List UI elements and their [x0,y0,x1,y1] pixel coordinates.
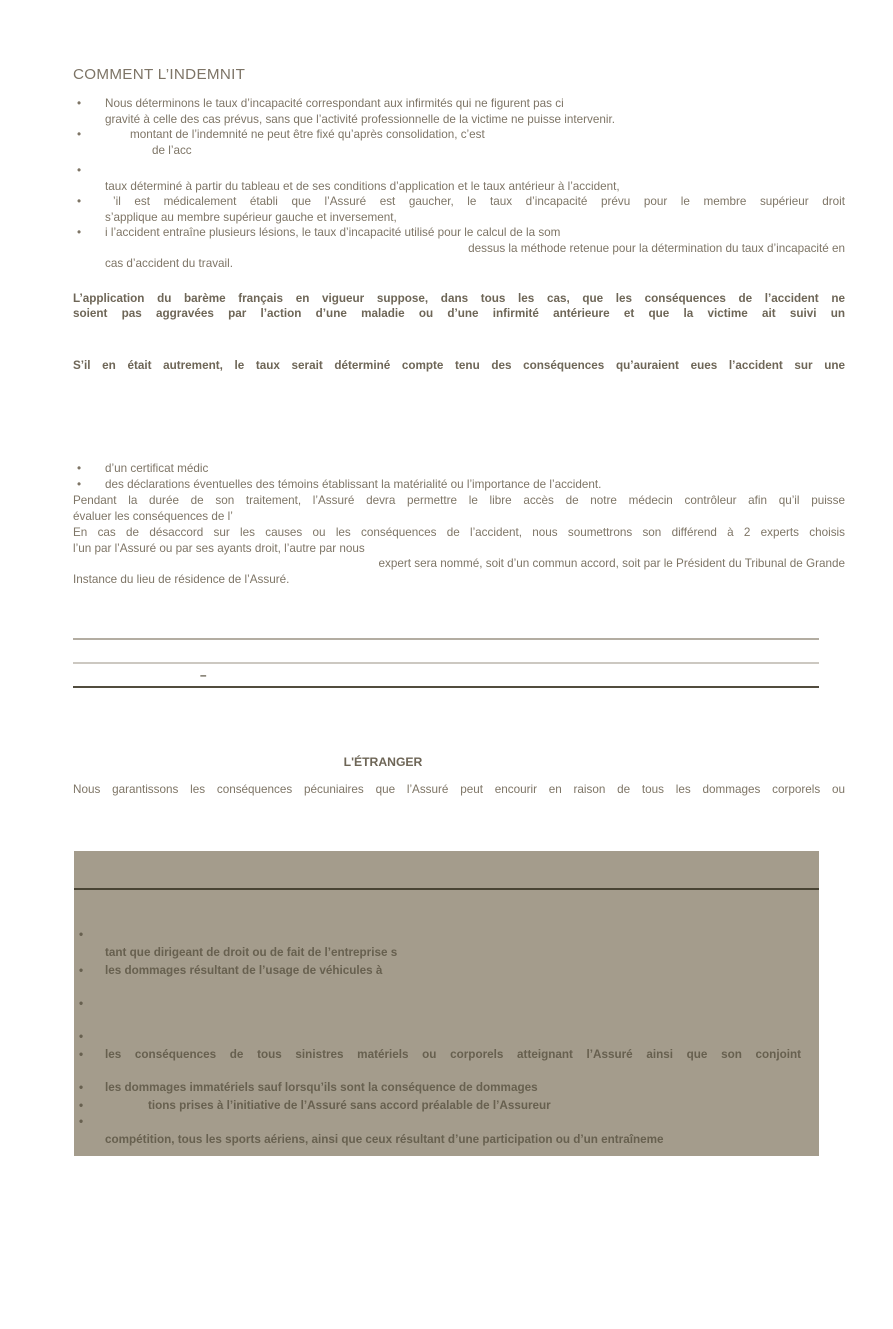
bullet-icon: • [79,1115,84,1128]
text-line: S’il en était autrement, le taux serait déterminé compte tenu des conséquences qu’auraient eues l’accident sur une [73,358,845,372]
bullet-icon: • [77,226,82,239]
text-line: Pendant la durée de son traitement, l’Assuré devra permettre le libre accès de notre médecin contrôleur afin qu’il puisse [73,494,845,507]
text-line: L’application du barème français en vigueur suppose, dans tous les cas, que les conséquences de l’accident ne [73,291,845,305]
documents-bullet-list [73,461,845,492]
text-line: l’un par l’Assuré ou par ses ayants droit, l’autre par nous [73,541,365,555]
dash-mark: – [200,669,207,682]
text-line: des déclarations éventuelles des témoins établissant la matérialité ou l’importance de l’accident. [105,477,602,491]
list-item [74,1029,819,1045]
exclusions-list [74,890,819,1148]
text-line: montant de l’indemnité ne peut être fixé qu’après consolidation, c’est [130,128,485,141]
text-line: les conséquences de tous sinistres matériels ou corporels atteignant l’Assuré ainsi que son conjoint [105,1048,801,1061]
text-line: Nous déterminons le taux d’incapacité correspondant aux infirmités qui ne figurent pas ci [105,97,564,110]
page-title: COMMENT L’INDEMNIT [73,66,246,83]
text-line: s’applique au membre supérieur gauche et inversement, [105,210,397,224]
text-line: de l’acc [152,143,192,157]
list-item [74,945,819,961]
bullet-icon: • [79,1099,84,1112]
list-item [74,1080,819,1096]
indemnity-bullet-list [73,96,845,272]
bullet-icon: • [79,1081,84,1094]
document-page [0,66,893,1156]
garantie-paragraph [73,782,845,798]
text-line: Instance du lieu de résidence de l’Assuré. [73,572,290,586]
text-line: d’un certificat médic [105,462,209,475]
exclusions-box [74,851,819,1156]
list-item [73,461,845,477]
etranger-heading-wrap [73,755,693,771]
divider-line [73,638,819,640]
traitement-paragraph [73,493,845,524]
text-line: gravité à celle des cas prévus, sans que l’activité professionnelle de la victime ne puisse intervenir. [105,112,615,126]
bullet-icon: • [79,1030,84,1043]
bullet-icon: • [77,195,82,208]
text-line [105,1114,801,1130]
list-item [74,1098,819,1114]
text-line: Nous garantissons les conséquences pécuniaires que l’Assuré peut encourir en raison de tous les dommages corporels ou [73,782,845,796]
list-item [74,927,819,943]
etranger-heading: L'ÉTRANGER [343,755,423,769]
bullet-icon: • [77,97,82,110]
list-item [73,127,845,158]
text-line: évaluer les conséquences de l’ [73,509,233,523]
bareme-paragraph [73,291,845,322]
divider-line [73,662,819,664]
text-line [105,927,801,943]
list-item [73,194,845,225]
bullet-icon: • [77,164,82,177]
text-line: compétition, tous les sports aériens, ainsi que ceux résultant d’une participation ou d’un entraîneme [105,1133,664,1146]
bullet-icon: • [77,477,82,491]
list-item [74,963,819,979]
text-line: taux déterminé à partir du tableau et de ses conditions d’application et le taux antérieur à l’accident, [105,179,620,193]
list-item [73,96,845,127]
text-line: ’il est médicalement établi que l’Assuré est gaucher, le taux d’incapacité prévu pour le membre supérieur droit [113,195,845,208]
text-line: les dommages immatériels sauf lorsqu’ils sont la conséquence de dommages [105,1081,538,1094]
list-item [74,1132,819,1148]
text-line: soient pas aggravées par l’action d’une maladie ou d’une infirmité antérieure et que la victime ait suivi un [73,307,845,320]
text-line [105,1029,801,1045]
text-line: expert sera nommé, soit d’un commun accord, soit par le Président du Tribunal de Grande [378,557,845,570]
list-item [74,996,819,1012]
bullet-icon: • [79,1048,84,1061]
text-line: cas d’accident du travail. [105,257,233,270]
exclusions-box-header [74,851,819,888]
taux-paragraph [73,358,845,374]
text-line: tant que dirigeant de droit ou de fait de l’entreprise s [105,946,398,959]
list-item [73,477,845,493]
text-line: les dommages résultant de l’usage de véhicules à [105,964,383,977]
text-line: i l’accident entraîne plusieurs lésions, le taux d’incapacité utilisé pour le calcul de la som [105,226,561,239]
list-item [74,1047,819,1063]
bullet-icon: • [79,928,84,941]
list-item [74,1114,819,1130]
divider-line-dark [73,686,819,688]
text-line: dessus la méthode retenue pour la détermination du taux d’incapacité en [468,241,845,255]
text-line: tions prises à l’initiative de l’Assuré sans accord préalable de l’Assureur [148,1099,551,1112]
bullet-icon: • [79,997,84,1010]
desaccord-paragraph [73,525,845,587]
list-item [73,163,845,194]
dash-row [73,670,845,682]
bullet-icon: • [77,128,82,141]
bullet-icon: • [79,964,84,977]
bullet-icon: • [77,462,82,475]
text-line [105,163,845,179]
text-line [105,996,801,1012]
text-line: En cas de désaccord sur les causes ou les conséquences de l’accident, nous soumettrons son différend à 2 experts choisis [73,526,845,539]
list-item [73,225,845,272]
